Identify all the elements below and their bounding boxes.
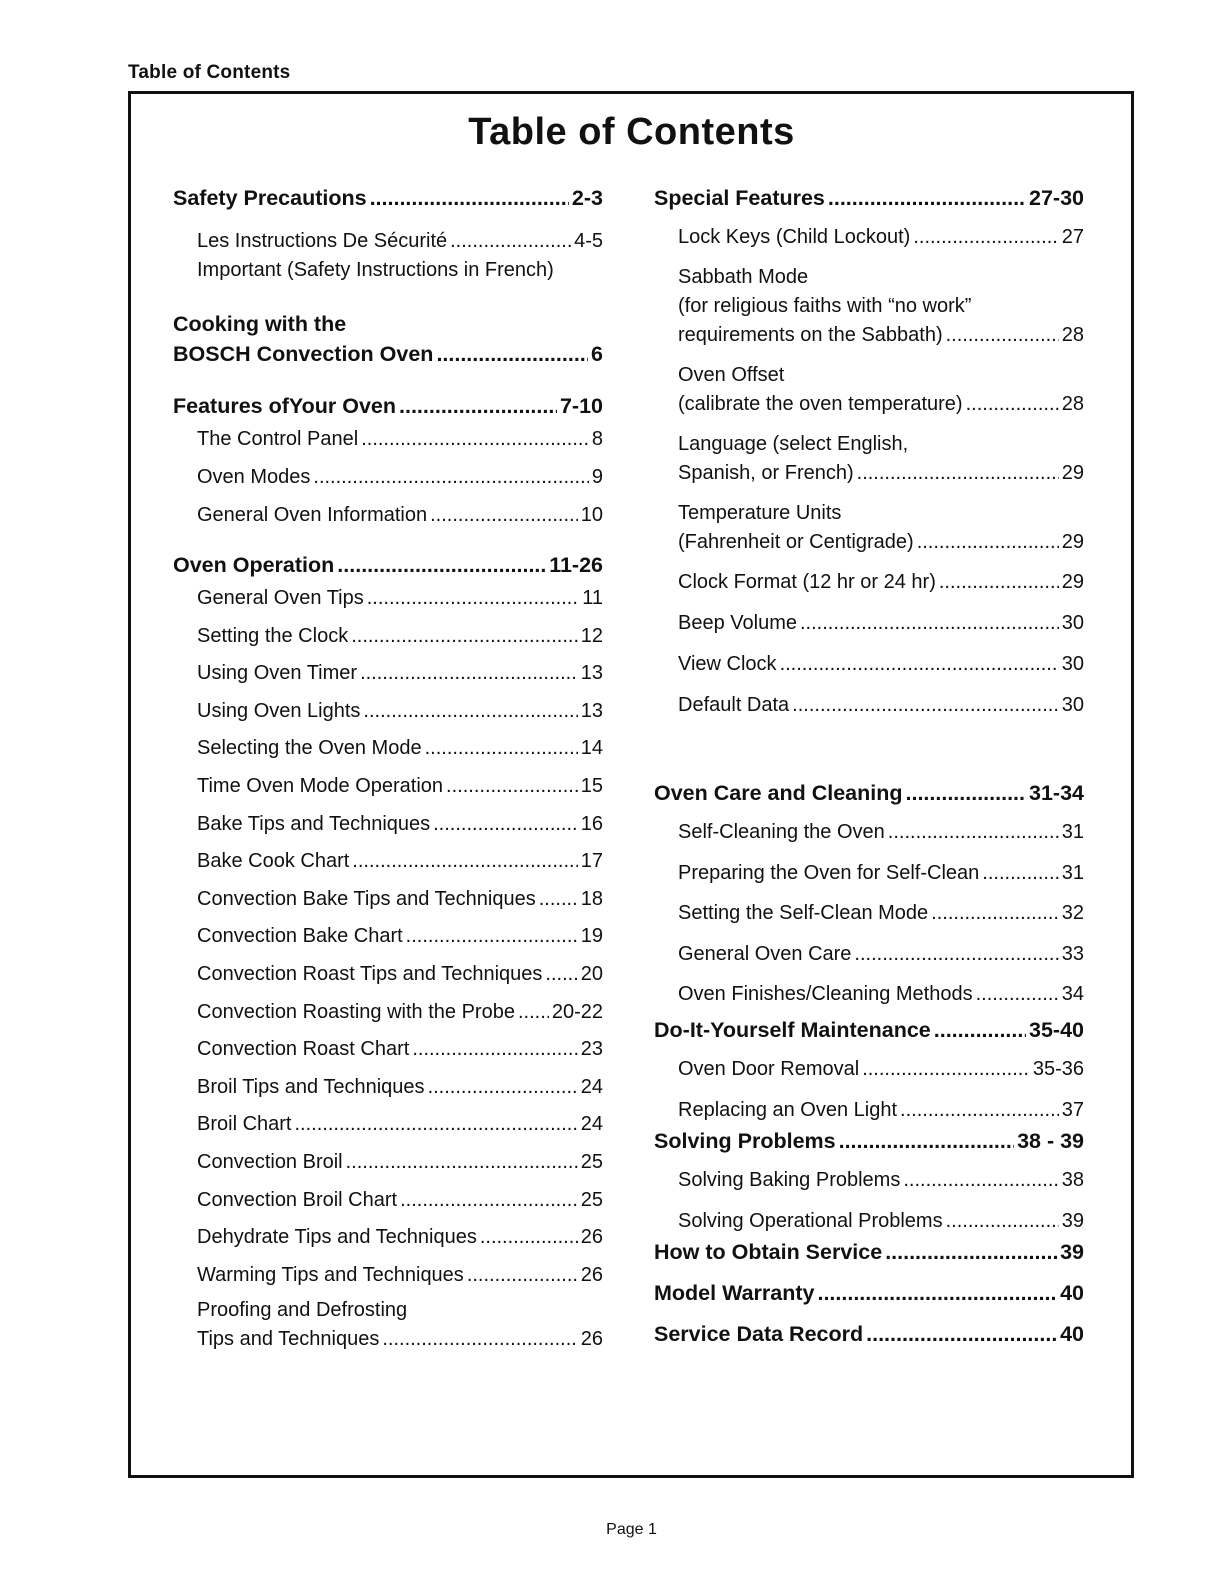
toc-entry-list [173, 584, 603, 1290]
toc-heading-title: Features ofYour Oven [173, 394, 397, 418]
leader-dots [400, 1186, 578, 1215]
leader-dots [900, 1096, 1059, 1125]
toc-entry-pages: 34 [1061, 983, 1084, 1005]
leader-dots [382, 1325, 577, 1354]
toc-heading[interactable] [173, 550, 603, 580]
leader-dots [946, 321, 1059, 350]
toc-entry-pages: 19 [580, 925, 603, 948]
toc-entry-title: View Clock [678, 653, 777, 675]
toc-entry-pages: 26 [580, 1327, 603, 1350]
toc-entry[interactable] [654, 528, 1084, 557]
leader-dots [854, 940, 1058, 969]
toc-heading-pages: 38 - 39 [1017, 1129, 1084, 1153]
toc-entry[interactable] [654, 980, 1084, 1009]
toc-heading[interactable] [654, 1278, 1084, 1308]
toc-entry-pages: 16 [580, 812, 603, 835]
contents-left-column [173, 183, 603, 1354]
page-number: Page 1 [606, 1521, 657, 1538]
leader-dots [780, 650, 1059, 679]
toc-entry-title: Beep Volume [678, 612, 797, 634]
toc-entry[interactable] [654, 568, 1084, 597]
toc-entry[interactable] [654, 459, 1084, 488]
leader-dots [982, 859, 1058, 888]
toc-entry-pages: 27 [1061, 226, 1084, 248]
toc-entry-pages: 8 [591, 428, 603, 450]
toc-heading-title: How to Obtain Service [654, 1239, 883, 1264]
toc-entry-pages: 13 [580, 662, 603, 685]
toc-entry-title: Convection Roasting with the Probe [197, 1000, 515, 1023]
toc-entry-pages: 23 [580, 1038, 603, 1061]
toc-entry[interactable] [173, 622, 603, 651]
toc-section-features [173, 391, 603, 530]
leader-dots [399, 391, 557, 421]
toc-entry[interactable] [173, 922, 603, 951]
leader-dots [966, 390, 1059, 419]
leader-dots [917, 528, 1059, 557]
toc-entry-title: (calibrate the oven temperature) [678, 393, 963, 415]
toc-heading[interactable] [654, 1237, 1084, 1267]
leader-dots [913, 223, 1058, 252]
toc-heading-pages: 31-34 [1029, 781, 1084, 805]
toc-entry-pages: 29 [1061, 571, 1084, 593]
toc-heading-title: Oven Care and Cleaning [654, 781, 903, 805]
toc-section-operation [173, 550, 603, 1354]
toc-heading-title: BOSCH Convection Oven [173, 342, 434, 366]
toc-entry-title: Setting the Self-Clean Mode [678, 902, 929, 924]
toc-entry-title: General Oven Care [678, 942, 852, 965]
toc-entry[interactable] [173, 425, 603, 454]
toc-heading-pages: 40 [1060, 1280, 1084, 1305]
toc-entry-title: Self-Cleaning the Oven [678, 821, 885, 843]
toc-entry-pages: 28 [1061, 393, 1084, 415]
toc-entry[interactable] [654, 1055, 1084, 1084]
leader-dots [934, 1015, 1026, 1045]
toc-entry-title: Preparing the Oven for Self-Clean [678, 861, 980, 884]
toc-section-care [654, 778, 1084, 1009]
page-title: Table of Contents [468, 111, 795, 153]
toc-entry-title: Broil Tips and Techniques [197, 1075, 425, 1098]
toc-entry[interactable] [173, 1035, 603, 1064]
toc-entry-pages: 24 [580, 1113, 603, 1136]
leader-dots [480, 1223, 578, 1252]
toc-entry-continuation: Important (Safety Instructions in French) [197, 259, 554, 281]
leader-dots [903, 1166, 1058, 1195]
toc-entry-pages: 14 [580, 737, 603, 760]
toc-entry[interactable] [654, 818, 1084, 847]
toc-entry-pages: 30 [1061, 612, 1084, 634]
toc-entry[interactable] [173, 734, 603, 763]
leader-dots [346, 1148, 578, 1177]
leader-dots [839, 1126, 1014, 1156]
leader-dots [467, 1261, 578, 1290]
toc-entry-pages: 33 [1061, 942, 1084, 965]
toc-section-safety [173, 183, 603, 285]
toc-entry[interactable] [173, 697, 603, 726]
leader-dots [294, 1110, 577, 1139]
leader-dots [539, 885, 578, 914]
toc-entry-pages: 31 [1061, 861, 1084, 884]
toc-entry-pages: 4-5 [574, 230, 603, 252]
toc-entry-pages: 30 [1061, 694, 1084, 716]
toc-entry[interactable] [173, 1073, 603, 1102]
toc-entry-line1: Sabbath Mode [678, 266, 809, 288]
toc-section-solving [654, 1126, 1084, 1236]
toc-entry-title: Convection Roast Chart [197, 1038, 410, 1061]
toc-entry-pages: 35-36 [1032, 1058, 1084, 1080]
toc-entry-title: Convection Broil [197, 1150, 343, 1173]
toc-entry-title: Using Oven Lights [197, 699, 361, 722]
toc-heading-pages: 40 [1060, 1321, 1084, 1346]
leader-dots [931, 899, 1059, 928]
toc-entry[interactable] [173, 810, 603, 839]
toc-entry-pages: 20 [580, 962, 603, 985]
toc-entry-pages: 28 [1061, 324, 1084, 346]
toc-entry-title: Solving Baking Problems [678, 1169, 901, 1191]
toc-entry-pages: 18 [580, 887, 603, 910]
toc-entry-title: Warming Tips and Techniques [197, 1263, 464, 1286]
toc-entry-title: Tips and Techniques [197, 1327, 380, 1350]
toc-entry-title: Convection Broil Chart [197, 1188, 398, 1211]
leader-dots [412, 1035, 577, 1064]
leader-dots [360, 659, 578, 688]
toc-entry[interactable] [654, 390, 1084, 419]
toc-entry-list [654, 818, 1084, 1009]
toc-entry-pages: 32 [1061, 902, 1084, 924]
toc-entry-title: Time Oven Mode Operation [197, 774, 444, 797]
toc-heading[interactable] [654, 1126, 1084, 1156]
toc-heading-pages: 6 [591, 342, 603, 366]
leader-dots [817, 1278, 1057, 1308]
toc-heading-title: Service Data Record [654, 1321, 864, 1346]
toc-heading[interactable] [173, 183, 603, 213]
toc-heading-title: Safety Precautions [173, 186, 367, 210]
leader-dots [425, 734, 578, 763]
toc-entry-title: Spanish, or French) [678, 462, 854, 484]
toc-entry-title: Les Instructions De Sécurité [197, 230, 448, 252]
toc-entry-pages: 31 [1061, 821, 1084, 843]
toc-entry-pages: 13 [580, 699, 603, 722]
toc-heading[interactable] [654, 778, 1084, 808]
leader-dots [406, 922, 578, 951]
leader-dots [428, 1073, 578, 1102]
toc-entry[interactable] [173, 847, 603, 876]
toc-entry[interactable] [173, 885, 603, 914]
toc-entry-title: Selecting the Oven Mode [197, 737, 422, 760]
toc-heading-title: Special Features [654, 186, 825, 210]
toc-entry[interactable] [654, 650, 1084, 679]
toc-entry-title: Default Data [678, 694, 790, 716]
leader-dots [862, 1055, 1030, 1084]
toc-entry-title: Dehydrate Tips and Techniques [197, 1226, 477, 1249]
toc-heading[interactable] [173, 339, 603, 369]
leader-dots [857, 459, 1059, 488]
toc-heading-title: Model Warranty [654, 1280, 815, 1305]
toc-entry-title: Broil Chart [197, 1113, 292, 1136]
toc-entry-pages: 15 [580, 774, 603, 797]
toc-entry-line1: Language (select English, [678, 433, 909, 455]
toc-entry[interactable] [654, 609, 1084, 638]
leader-dots [450, 227, 571, 256]
leader-dots [367, 584, 579, 613]
toc-entry-pages: 20-22 [551, 1000, 603, 1023]
toc-entry-line1: Oven Offset [678, 364, 785, 386]
toc-section-diy [654, 1015, 1084, 1125]
toc-entry[interactable] [654, 223, 1084, 252]
leader-dots [430, 501, 578, 530]
toc-entry-pages: 25 [580, 1188, 603, 1211]
toc-entry[interactable] [654, 691, 1084, 720]
toc-entry-title: The Control Panel [197, 428, 359, 450]
toc-heading[interactable] [654, 1015, 1084, 1045]
toc-heading[interactable] [654, 183, 1084, 213]
toc-entry-title: Solving Operational Problems [678, 1209, 943, 1232]
toc-heading-pages: 39 [1060, 1239, 1084, 1264]
leader-dots [800, 609, 1059, 638]
toc-entry-title: Replacing an Oven Light [678, 1099, 898, 1121]
toc-entry[interactable] [173, 584, 603, 613]
toc-entry[interactable] [173, 659, 603, 688]
contents-right-column [654, 183, 1084, 1349]
toc-entry[interactable] [173, 501, 603, 530]
toc-entry-title: Oven Door Removal [678, 1058, 860, 1080]
toc-entry-title: Bake Cook Chart [197, 850, 350, 873]
toc-heading-title: Solving Problems [654, 1129, 836, 1153]
leader-dots [337, 550, 546, 580]
toc-entry-line1: Temperature Units [678, 502, 842, 524]
toc-entry-pages: 11 [582, 587, 603, 609]
toc-heading-title: Oven Operation [173, 553, 335, 577]
leader-dots [351, 622, 578, 651]
leader-dots [866, 1319, 1057, 1349]
toc-entry-title: Oven Finishes/Cleaning Methods [678, 983, 973, 1005]
toc-entry-pages: 17 [580, 850, 603, 873]
toc-entry-title: Convection Bake Chart [197, 925, 403, 948]
toc-entry[interactable] [173, 998, 603, 1027]
toc-entry-pages: 29 [1061, 462, 1084, 484]
toc-entry[interactable] [173, 772, 603, 801]
leader-dots [946, 1207, 1059, 1236]
toc-entry-pages: 26 [580, 1226, 603, 1249]
leader-dots [313, 463, 588, 492]
toc-entry[interactable] [654, 321, 1084, 350]
toc-entry-pages: 37 [1061, 1099, 1084, 1121]
toc-entry-title: Clock Format (12 hr or 24 hr) [678, 571, 936, 593]
toc-heading-pages: 35-40 [1029, 1018, 1084, 1042]
toc-entry-list [654, 1055, 1084, 1125]
toc-heading-pages: 7-10 [559, 394, 603, 418]
toc-entry[interactable] [173, 1186, 603, 1215]
toc-entry-pages: 39 [1061, 1209, 1084, 1232]
toc-entry-title: Oven Modes [197, 466, 311, 488]
toc-heading[interactable] [173, 391, 603, 421]
toc-entry[interactable] [173, 1261, 603, 1290]
toc-entry[interactable] [654, 1166, 1084, 1195]
leader-dots [518, 998, 549, 1027]
toc-entry[interactable] [173, 1148, 603, 1177]
toc-entry[interactable] [173, 1223, 603, 1252]
toc-heading-pages: 27-30 [1029, 186, 1084, 210]
toc-entry[interactable] [173, 1110, 603, 1139]
leader-dots [446, 772, 578, 801]
toc-entry-line2: (for religious faiths with “no work” [678, 295, 972, 317]
toc-entry[interactable] [173, 1325, 603, 1354]
toc-entry-title: General Oven Tips [197, 587, 364, 609]
leader-dots [545, 960, 577, 989]
toc-entry-list [654, 1166, 1084, 1236]
toc-entry-pages: 25 [580, 1150, 603, 1173]
leader-dots [939, 568, 1059, 597]
toc-entry-title: Lock Keys (Child Lockout) [678, 226, 911, 248]
toc-entry-pages: 38 [1061, 1169, 1084, 1191]
toc-entry-pages: 30 [1061, 653, 1084, 675]
toc-entry-pages: 24 [580, 1075, 603, 1098]
toc-entry-title: Convection Bake Tips and Techniques [197, 887, 536, 910]
toc-entry-title: Setting the Clock [197, 624, 349, 647]
toc-section-cooking [173, 309, 603, 369]
toc-heading-title: Do-It-Yourself Maintenance [654, 1018, 931, 1042]
running-header: Table of Contents [128, 62, 291, 83]
toc-entry-title: requirements on the Sabbath) [678, 324, 943, 346]
toc-entry[interactable] [654, 940, 1084, 969]
toc-entry[interactable] [654, 1096, 1084, 1125]
toc-entry-pages: 10 [580, 504, 603, 526]
toc-entry-title: Using Oven Timer [197, 662, 358, 685]
leader-dots [352, 847, 577, 876]
toc-entry-pages: 26 [580, 1263, 603, 1286]
toc-entry-pages: 9 [591, 466, 603, 488]
toc-section-special [654, 183, 1084, 720]
leader-dots [792, 691, 1059, 720]
leader-dots [363, 697, 577, 726]
leader-dots [433, 810, 578, 839]
toc-entry[interactable] [173, 227, 603, 256]
leader-dots [828, 183, 1026, 213]
leader-dots [370, 183, 569, 213]
toc-heading-line1: Cooking with the [173, 312, 347, 336]
leader-dots [436, 339, 588, 369]
leader-dots [888, 818, 1059, 847]
toc-heading-pages: 2-3 [571, 186, 603, 210]
leader-dots [976, 980, 1059, 1009]
toc-entry[interactable] [173, 463, 603, 492]
leader-dots [906, 778, 1026, 808]
toc-heading[interactable] [654, 1319, 1084, 1349]
toc-section-service [654, 1237, 1084, 1349]
toc-entry-pages: 12 [580, 624, 603, 647]
toc-entry-title: Convection Roast Tips and Techniques [197, 962, 543, 985]
leader-dots [361, 425, 589, 454]
toc-entry-title: General Oven Information [197, 504, 428, 526]
toc-entry-title: Bake Tips and Techniques [197, 812, 431, 835]
toc-entry[interactable] [173, 960, 603, 989]
toc-entry[interactable] [654, 899, 1084, 928]
toc-heading-pages: 11-26 [549, 553, 603, 577]
toc-entry[interactable] [654, 859, 1084, 888]
toc-entry-line1: Proofing and Defrosting [197, 1298, 408, 1321]
leader-dots [885, 1237, 1057, 1267]
toc-entry-title: (Fahrenheit or Centigrade) [678, 531, 914, 553]
toc-entry-pages: 29 [1061, 531, 1084, 553]
toc-entry[interactable] [654, 1207, 1084, 1236]
